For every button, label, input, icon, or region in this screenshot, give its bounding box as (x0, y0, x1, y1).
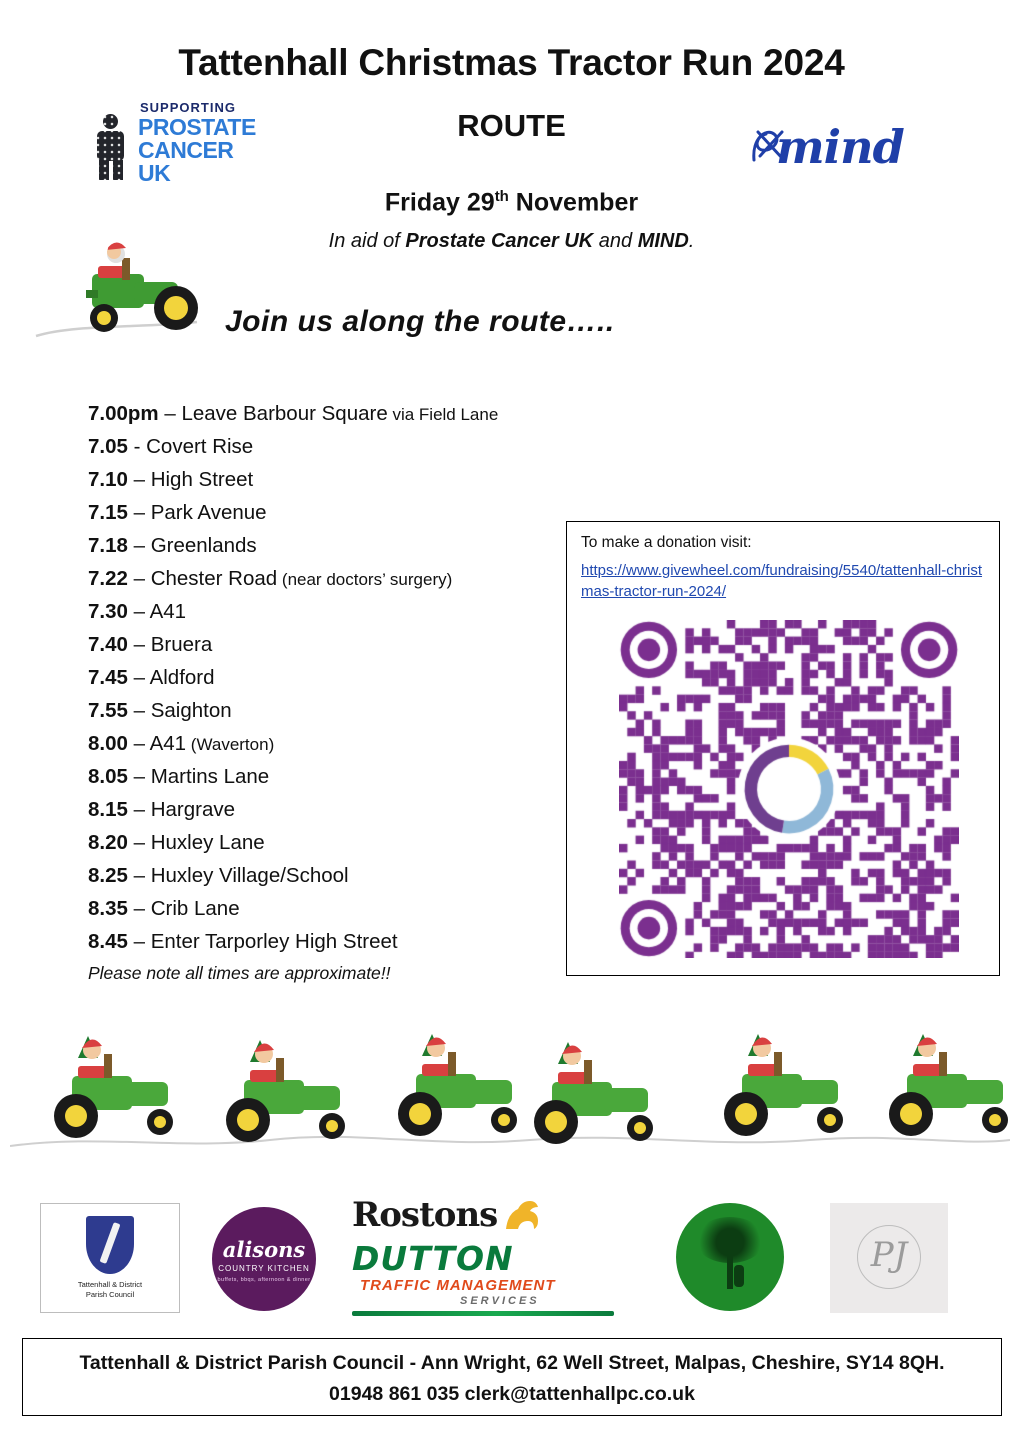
schedule-note: Please note all times are approximate!! (88, 963, 391, 983)
schedule-dash: – (127, 930, 151, 953)
schedule-time: 8.20 (88, 831, 128, 854)
parish-caption (41, 1280, 179, 1300)
schedule-dash: – (127, 798, 151, 821)
schedule-row (88, 728, 558, 761)
mind-logo (748, 118, 913, 180)
aid-prefix: In aid of (328, 230, 406, 252)
schedule-time: 7.55 (88, 699, 128, 722)
schedule-time: 8.00 (88, 732, 128, 755)
schedule-row (88, 662, 558, 695)
schedule-time: 8.15 (88, 798, 128, 821)
christmas-tractor-icon (855, 1022, 1015, 1142)
aid-joiner: and (593, 230, 638, 252)
schedule-row (88, 629, 558, 662)
schedule-place: Enter Tarporley High Street (150, 930, 398, 953)
dutton-wordmark: DUTTON (352, 1239, 514, 1278)
schedule-time: 7.00pm (88, 402, 159, 425)
alisons-name: alisons (222, 1237, 306, 1262)
donation-label: To make a donation visit: (581, 534, 752, 551)
schedule-time: 8.05 (88, 765, 128, 788)
schedule-time: 8.35 (88, 897, 128, 920)
alisons-sub2: buffets, bbqs, afternoon & dinner (217, 1277, 311, 1283)
donation-box (566, 521, 1000, 976)
schedule-row (88, 431, 558, 464)
sponsor-pj (830, 1203, 948, 1313)
schedule-place: A41 (149, 600, 187, 623)
schedule-dash: – (127, 897, 151, 920)
schedule-place: A41 (149, 732, 187, 755)
schedule-dash: - (127, 435, 147, 458)
prostate-brand-line1: PROSTATE (138, 114, 256, 140)
parish-caption-line1: Tattenhall & District (77, 1280, 143, 1289)
schedule-time: 7.10 (88, 468, 128, 491)
pj-monogram: PJ (870, 1235, 908, 1275)
mind-wordmark: mind (776, 120, 904, 174)
alisons-sub1: COUNTRY KITCHEN (218, 1264, 310, 1273)
schedule-dash: – (127, 666, 150, 689)
schedule-place: Bruera (150, 633, 213, 656)
schedule-time: 8.45 (88, 930, 128, 953)
schedule-row (88, 530, 558, 563)
schedule-row (88, 497, 558, 530)
schedule-row (88, 926, 558, 959)
schedule-detail: (Waverton) (186, 735, 275, 754)
schedule-dash: – (127, 567, 151, 590)
join-us-heading: Join us along the route….. (225, 305, 615, 338)
event-date-ordinal: th (494, 188, 509, 205)
man-silhouette-icon (88, 114, 134, 180)
schedule-row (88, 596, 558, 629)
schedule-time: 7.22 (88, 567, 128, 590)
schedule-dash: – (158, 402, 182, 425)
schedule-dash: – (127, 600, 150, 623)
schedule-row (88, 893, 558, 926)
route-schedule (88, 398, 558, 984)
christmas-tractor-icon (690, 1022, 850, 1142)
dutton-bar (352, 1311, 614, 1316)
aid-charity-2: MIND (637, 230, 689, 252)
page-title: Tattenhall Christmas Tractor Run 2024 (178, 42, 845, 83)
christmas-tractor-icon (192, 1028, 352, 1148)
schedule-place: Greenlands (150, 534, 257, 557)
event-date-prefix: Friday 29 (384, 188, 495, 217)
christmas-tractor-icon (20, 1024, 180, 1144)
schedule-dash: – (127, 699, 151, 722)
schedule-time: 7.30 (88, 600, 128, 623)
schedule-place: Huxley Village/School (150, 864, 349, 887)
schedule-detail: via Field Lane (387, 405, 499, 424)
schedule-dash: – (127, 831, 151, 854)
schedule-place: Aldford (149, 666, 215, 689)
schedule-dash: – (127, 534, 151, 557)
prostate-cancer-uk-logo (88, 100, 268, 195)
christmas-tractor-icon (500, 1030, 660, 1150)
sponsor-alisons (212, 1207, 316, 1311)
schedule-place: Hargrave (150, 798, 236, 821)
horse-icon (500, 1197, 542, 1231)
donation-link[interactable]: https://www.givewheel.com/fundraising/5540/tattenhall-christmas-tractor-run-2024/ (581, 562, 983, 600)
supporting-label: SUPPORTING (140, 100, 236, 115)
sponsor-logos (0, 1195, 1023, 1330)
schedule-dash: – (127, 765, 151, 788)
event-date-suffix: November (508, 188, 639, 217)
schedule-row (88, 398, 558, 431)
schedule-place: Chester Road (150, 567, 278, 590)
sponsor-parish-council (40, 1203, 180, 1313)
schedule-time: 8.25 (88, 864, 128, 887)
footer-phone-email: 01948 861 035 clerk@tattenhallpc.co.uk (329, 1383, 695, 1405)
schedule-place: Saighton (150, 699, 232, 722)
schedule-time: 7.45 (88, 666, 128, 689)
prostate-brand-text (138, 116, 268, 185)
schedule-row (88, 794, 558, 827)
footer-address: Tattenhall & District Parish Council - Ann Wright, 62 Well Street, Malpas, Cheshire, SY14 8QH. (79, 1352, 945, 1374)
aid-charity-1: Prostate Cancer UK (405, 230, 594, 252)
parish-caption-line2: Parish Council (85, 1290, 135, 1299)
schedule-row (88, 860, 558, 893)
schedule-place: Crib Lane (150, 897, 240, 920)
schedule-row (88, 563, 558, 596)
dutton-services: SERVICES (460, 1295, 540, 1307)
schedule-dash: – (127, 864, 151, 887)
schedule-place: Leave Barbour Square (181, 402, 388, 425)
schedule-row (88, 761, 558, 794)
schedule-place: Covert Rise (146, 435, 254, 458)
schedule-place: Huxley Lane (150, 831, 265, 854)
schedule-row (88, 695, 558, 728)
schedule-place: High Street (150, 468, 254, 491)
schedule-row (88, 827, 558, 860)
schedule-place: Martins Lane (150, 765, 270, 788)
schedule-time: 7.40 (88, 633, 128, 656)
schedule-dash: – (127, 732, 150, 755)
dutton-tagline: TRAFFIC MANAGEMENT (360, 1277, 556, 1294)
schedule-dash: – (127, 468, 151, 491)
schedule-time: 7.15 (88, 501, 128, 524)
aid-end: . (688, 230, 695, 252)
tree-trunk-icon (727, 1241, 733, 1289)
schedule-dash: – (127, 633, 151, 656)
footer-contact-box (22, 1338, 1002, 1416)
schedule-row (88, 464, 558, 497)
sponsor-tree-logo (676, 1203, 784, 1311)
schedule-place: Park Avenue (150, 501, 267, 524)
schedule-time: 7.18 (88, 534, 128, 557)
schedule-dash: – (127, 501, 151, 524)
rostons-wordmark: Rostons (352, 1195, 498, 1235)
donation-qr-code[interactable] (619, 620, 959, 958)
person-icon (734, 1265, 744, 1287)
sponsor-dutton (352, 1239, 614, 1317)
christmas-tractor-icon (34, 236, 199, 346)
qr-canvas (619, 620, 959, 958)
schedule-detail: (near doctors’ surgery) (277, 570, 453, 589)
page-subtitle: ROUTE (457, 108, 566, 143)
tractor-row (0, 1010, 1023, 1175)
prostate-brand-line2: CANCER UK (138, 137, 234, 186)
schedule-time: 7.05 (88, 435, 128, 458)
